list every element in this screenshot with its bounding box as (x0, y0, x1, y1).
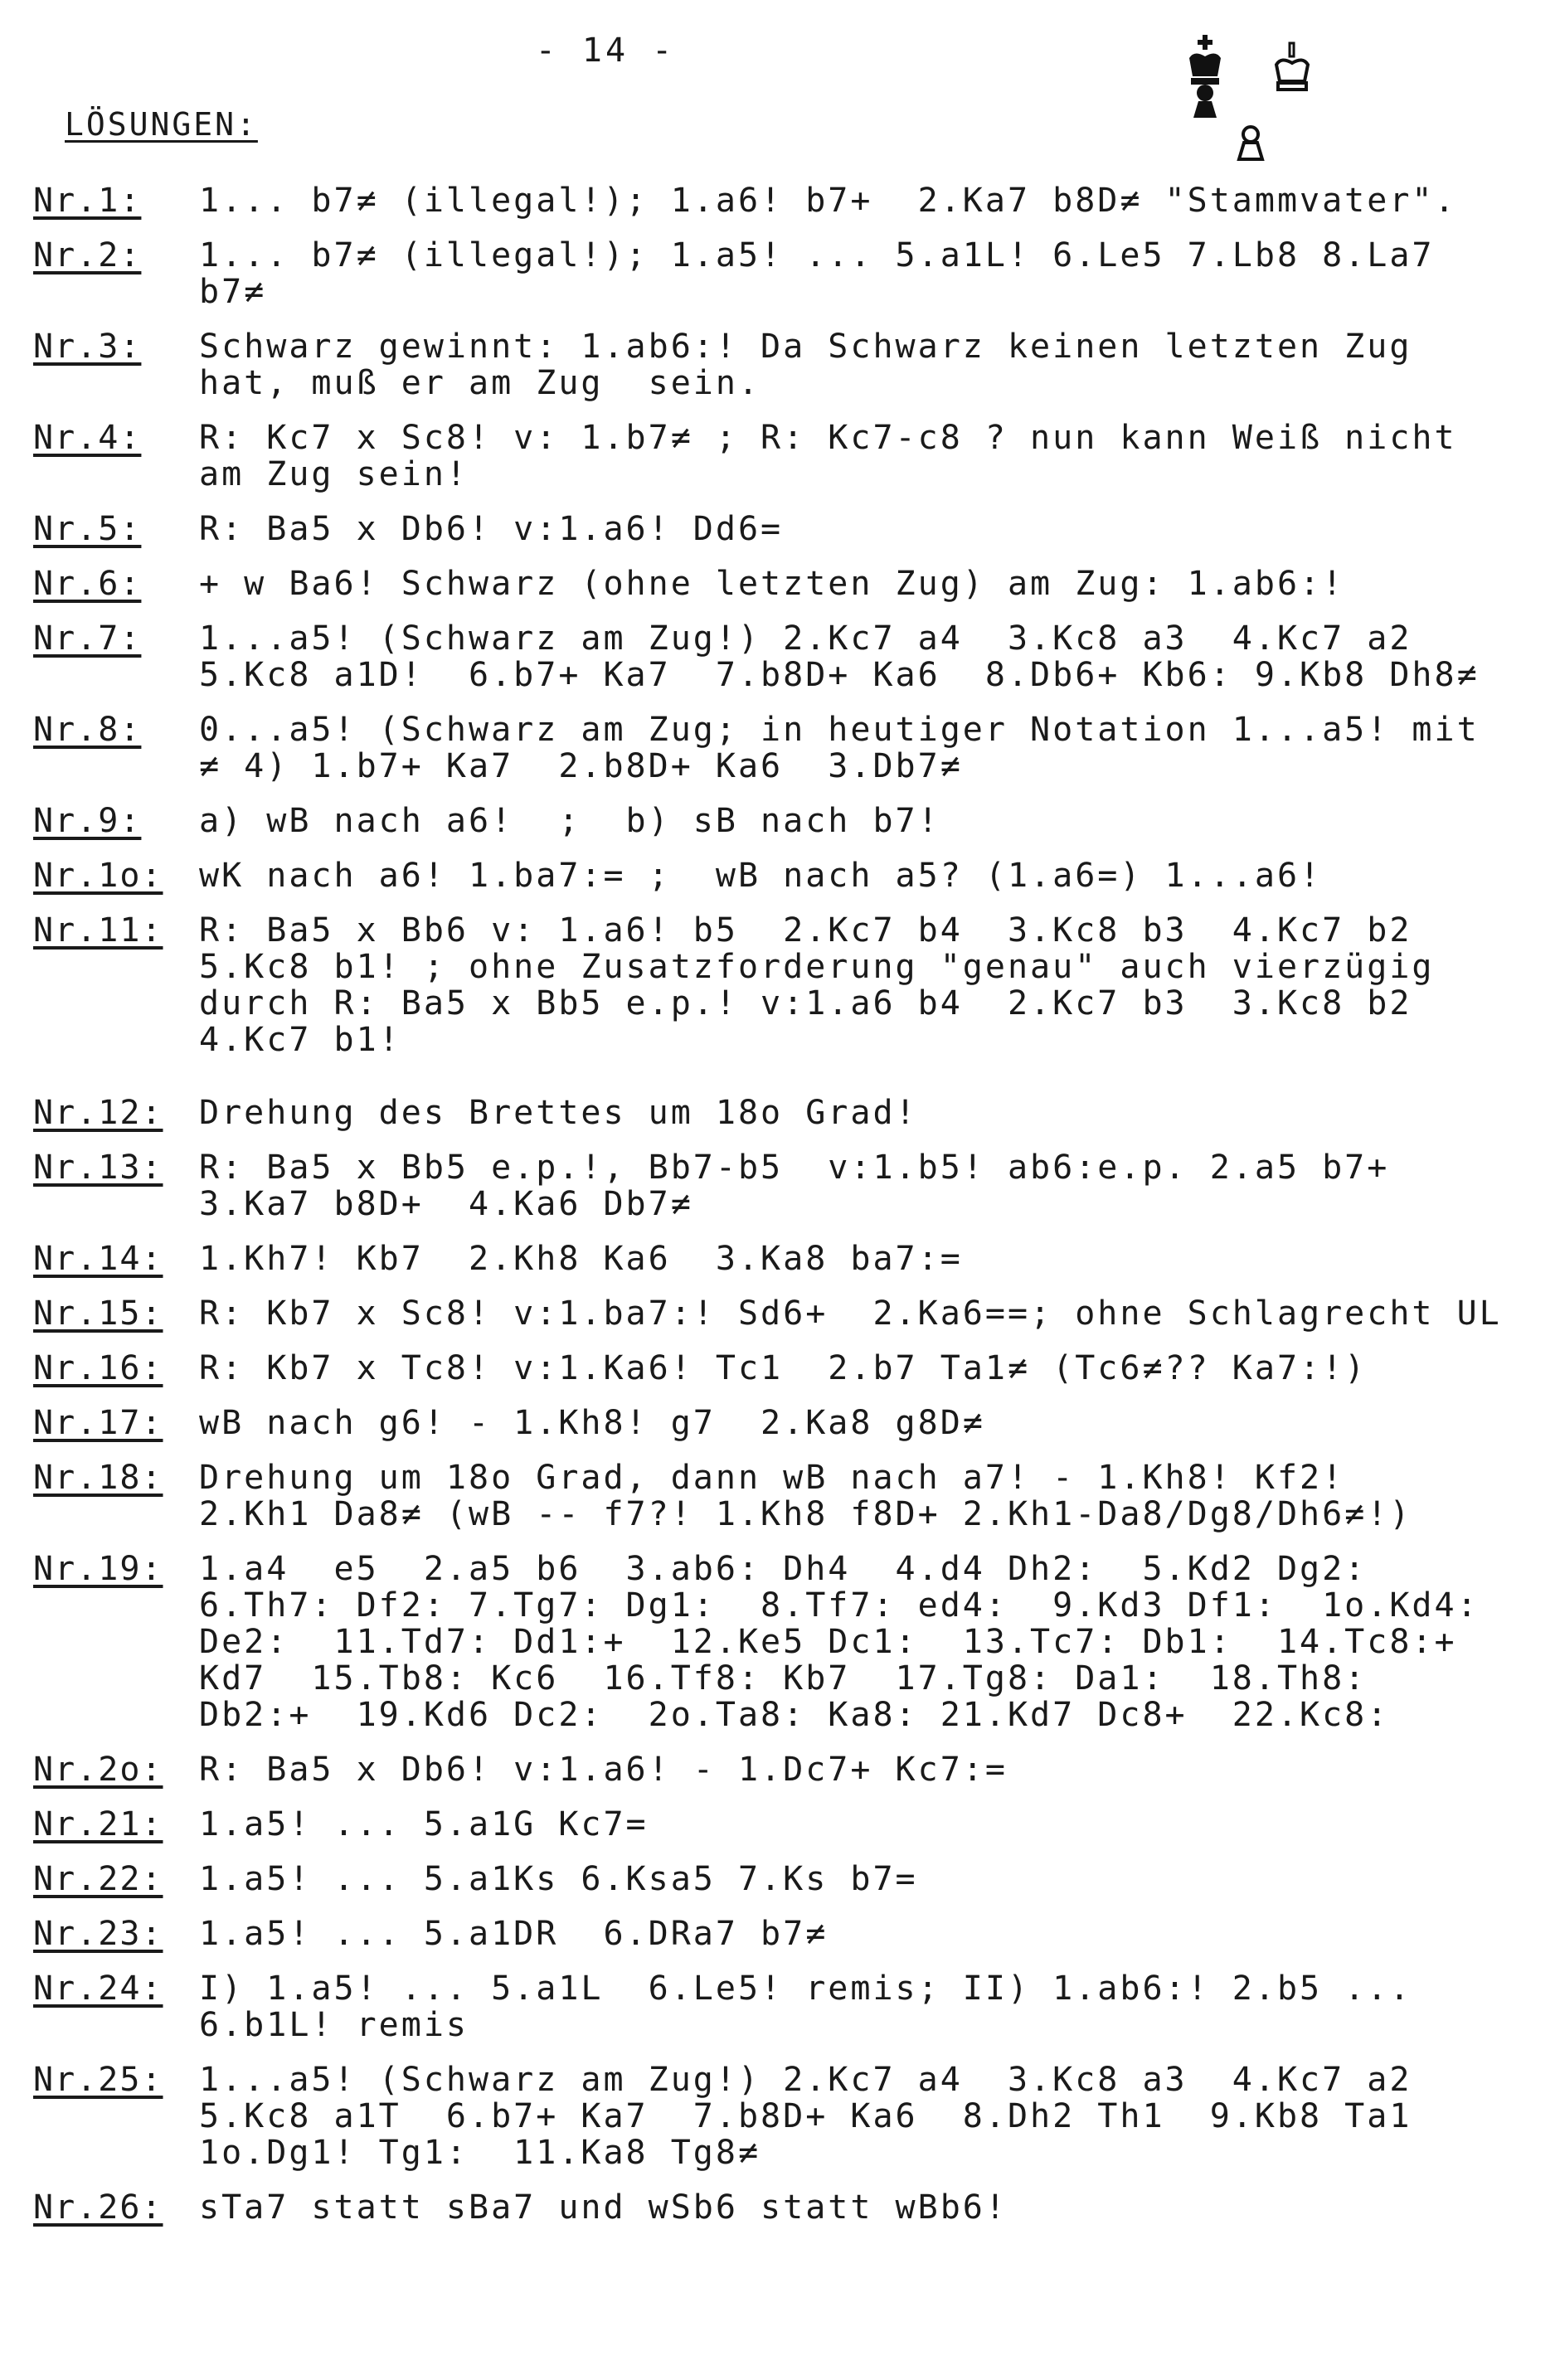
solution-number: Nr.1: (33, 182, 142, 220)
solution-text (199, 1350, 1551, 1387)
solution-line: 1.a5! ... 5.a1G Kc7= (199, 1805, 649, 1843)
solution-number: Nr.7: (33, 619, 142, 658)
solution-entry (33, 1149, 1551, 1222)
solution-line: Drehung um 18o Grad, dann wB nach a7! - 1.Kh8! Kf2! (199, 1459, 1345, 1497)
solution-number: Nr.8: (33, 711, 142, 749)
solution-entry (33, 1405, 1551, 1441)
solution-line: R: Kb7 x Tc8! v:1.Ka6! Tc1 2.b7 Ta1≠ (Tc6≠?? Ka7:!) (199, 1349, 1368, 1387)
solution-text (199, 1551, 1551, 1733)
solution-line: 5.Kc8 a1T 6.b7+ Ka7 7.b8D+ Ka6 8.Dh2 Th1 9.Kb8 Ta1 (199, 2097, 1412, 2135)
solution-number: Nr.25: (33, 2061, 163, 2099)
solution-number: Nr.15: (33, 1294, 163, 1333)
solution-number: Nr.19: (33, 1550, 163, 1588)
solution-text (199, 620, 1551, 693)
solution-line: a) wB nach a6! ; b) sB nach b7! (199, 802, 940, 840)
solution-number: Nr.14: (33, 1240, 163, 1278)
solution-text (199, 1405, 1551, 1441)
solution-entry (33, 1970, 1551, 2043)
solution-number: Nr.26: (33, 2188, 163, 2227)
solution-text (199, 857, 1551, 894)
solution-entry (33, 511, 1551, 547)
solution-line: 2.Kh1 Da8≠ (wB -- f7?! 1.Kh8 f8D+ 2.Kh1-Da8/Dg8/Dh6≠!) (199, 1495, 1412, 1533)
solution-text (199, 237, 1551, 310)
solution-text (199, 1970, 1551, 2043)
black-king-icon (1189, 35, 1221, 85)
solution-line: 1... b7≠ (illegal!); 1.a6! b7+ 2.Ka7 b8D≠ "Stammvater". (199, 182, 1457, 220)
solution-entry (33, 1295, 1551, 1332)
solution-text (199, 1460, 1551, 1532)
solution-text (199, 1095, 1551, 1131)
solution-entry (33, 420, 1551, 493)
solution-line: 6.Th7: Df2: 7.Tg7: Dg1: 8.Tf7: ed4: 9.Kd3 Df1: 1o.Kd4: (199, 1586, 1480, 1625)
solution-text (199, 1806, 1551, 1843)
solution-line: I) 1.a5! ... 5.a1L 6.Le5! remis; II) 1.ab6:! 2.b5 ... (199, 1970, 1412, 2008)
solution-line: De2: 11.Td7: Dd1:+ 12.Ke5 Dc1: 13.Tc7: Db1: 14.Tc8:+ (199, 1623, 1457, 1661)
solution-text (199, 1149, 1551, 1222)
solution-number: Nr.22: (33, 1860, 163, 1898)
solution-entry (33, 237, 1551, 310)
solution-number: Nr.9: (33, 802, 142, 840)
solution-line: R: Ba5 x Bb5 e.p.!, Bb7-b5 v:1.b5! ab6:e.p. 2.a5 b7+ (199, 1149, 1390, 1187)
solution-entry (33, 803, 1551, 839)
solution-line: ≠ 4) 1.b7+ Ka7 2.b8D+ Ka6 3.Db7≠ (199, 747, 963, 785)
chess-diagram-icons (1178, 33, 1327, 174)
solution-entry (33, 1751, 1551, 1788)
solution-text (199, 328, 1551, 401)
solution-text (199, 803, 1551, 839)
solution-number: Nr.2: (33, 236, 142, 274)
solution-line: 1o.Dg1! Tg1: 11.Ka8 Tg8≠ (199, 2134, 761, 2172)
solution-number: Nr.11: (33, 911, 163, 950)
solution-text (199, 182, 1551, 219)
solution-line: durch R: Ba5 x Bb5 e.p.! v:1.a6 b4 2.Kc7 b3 3.Kc8 b2 (199, 984, 1412, 1022)
solution-number: Nr.12: (33, 1094, 163, 1132)
solution-text (199, 511, 1551, 547)
solution-line: 6.b1L! remis (199, 2006, 469, 2044)
solution-entry (33, 1241, 1551, 1277)
solution-line: Db2:+ 19.Kd6 Dc2: 2o.Ta8: Ka8: 21.Kd7 Dc8+ 22.Kc8: (199, 1696, 1390, 1734)
solution-line: wB nach g6! - 1.Kh8! g7 2.Ka8 g8D≠ (199, 1404, 985, 1442)
solution-entry (33, 1551, 1551, 1733)
solution-line: 1...a5! (Schwarz am Zug!) 2.Kc7 a4 3.Kc8 a3 4.Kc7 a2 (199, 619, 1412, 658)
solution-line: hat, muß er am Zug sein. (199, 364, 761, 402)
solution-text (199, 1751, 1551, 1788)
white-king-icon (1276, 43, 1308, 90)
solution-line: 5.Kc8 a1D! 6.b7+ Ka7 7.b8D+ Ka6 8.Db6+ Kb6: 9.Kb8 Dh8≠ (199, 656, 1480, 694)
solution-text (199, 420, 1551, 493)
black-pawn-icon (1193, 85, 1217, 118)
solution-line: Schwarz gewinnt: 1.ab6:! Da Schwarz keinen letzten Zug (199, 328, 1412, 366)
solution-number: Nr.1o: (33, 857, 163, 895)
solution-text (199, 566, 1551, 602)
solution-line: Drehung des Brettes um 18o Grad! (199, 1094, 918, 1132)
solution-line: 3.Ka7 b8D+ 4.Ka6 Db7≠ (199, 1185, 693, 1223)
solution-line: 1...a5! (Schwarz am Zug!) 2.Kc7 a4 3.Kc8 a3 4.Kc7 a2 (199, 2061, 1412, 2099)
solution-line: am Zug sein! (199, 455, 469, 493)
solution-text (199, 1295, 1551, 1332)
solution-line: R: Ba5 x Db6! v:1.a6! - 1.Dc7+ Kc7:= (199, 1751, 1008, 1789)
solution-line: sTa7 statt sBa7 und wSb6 statt wBb6! (199, 2188, 1008, 2227)
solution-entry (33, 620, 1551, 693)
solution-line: 1.Kh7! Kb7 2.Kh8 Ka6 3.Ka8 ba7:= (199, 1240, 963, 1278)
solution-line: 0...a5! (Schwarz am Zug; in heutiger Notation 1...a5! mit (199, 711, 1480, 749)
solution-line: 5.Kc8 b1! ; ohne Zusatzforderung "genau" auch vierzügig (199, 948, 1435, 986)
solution-line: wK nach a6! 1.ba7:= ; wB nach a5? (1.a6=) 1...a6! (199, 857, 1323, 895)
solution-entry (33, 857, 1551, 894)
solution-line: 1... b7≠ (illegal!); 1.a5! ... 5.a1L! 6.Le5 7.Lb8 8.La7 (199, 236, 1435, 274)
solution-number: Nr.5: (33, 510, 142, 548)
solution-entry (33, 328, 1551, 401)
solution-entry (33, 712, 1551, 784)
solution-text (199, 2189, 1551, 2226)
solution-line: 1.a5! ... 5.a1Ks 6.Ksa5 7.Ks b7= (199, 1860, 918, 1898)
solution-entry (33, 1460, 1551, 1532)
solution-number: Nr.23: (33, 1915, 163, 1953)
page-number: - 14 - (535, 32, 676, 70)
solution-entry (33, 1095, 1551, 1131)
solution-text (199, 1241, 1551, 1277)
solution-line: + w Ba6! Schwarz (ohne letzten Zug) am Zug: 1.ab6:! (199, 565, 1345, 603)
solution-number: Nr.18: (33, 1459, 163, 1497)
solutions-heading: LÖSUNGEN: (65, 106, 258, 143)
solution-number: Nr.16: (33, 1349, 163, 1387)
solution-number: Nr.3: (33, 328, 142, 366)
solution-number: Nr.6: (33, 565, 142, 603)
solution-entry (33, 2062, 1551, 2171)
solution-number: Nr.24: (33, 1970, 163, 2008)
solution-text (199, 1916, 1551, 1952)
solution-line: 1.a5! ... 5.a1DR 6.DRa7 b7≠ (199, 1915, 829, 1953)
solution-line: 4.Kc7 b1! (199, 1021, 401, 1059)
solution-number: Nr.13: (33, 1149, 163, 1187)
solution-line: b7≠ (199, 273, 267, 311)
solution-text (199, 1861, 1551, 1897)
solution-number: Nr.2o: (33, 1751, 163, 1789)
solution-line: Kd7 15.Tb8: Kc6 16.Tf8: Kb7 17.Tg8: Da1: 18.Th8: (199, 1659, 1368, 1698)
solution-entry (33, 2189, 1551, 2226)
solution-number: Nr.17: (33, 1404, 163, 1442)
solution-number: Nr.4: (33, 419, 142, 457)
solution-text (199, 712, 1551, 784)
solution-entry (33, 1350, 1551, 1387)
solution-entry (33, 182, 1551, 219)
solution-text (199, 2062, 1551, 2171)
solution-number: Nr.21: (33, 1805, 163, 1843)
solution-text (199, 912, 1551, 1058)
solution-entry (33, 912, 1551, 1058)
solution-entry (33, 1806, 1551, 1843)
solution-entry (33, 1916, 1551, 1952)
solution-line: R: Kc7 x Sc8! v: 1.b7≠ ; R: Kc7-c8 ? nun kann Weiß nicht (199, 419, 1457, 457)
solutions-list (33, 182, 1551, 2244)
white-pawn-icon (1239, 127, 1262, 159)
solution-line: R: Ba5 x Db6! v:1.a6! Dd6= (199, 510, 784, 548)
solution-entry (33, 1861, 1551, 1897)
solution-line: 1.a4 e5 2.a5 b6 3.ab6: Dh4 4.d4 Dh2: 5.Kd2 Dg2: (199, 1550, 1368, 1588)
solution-entry (33, 566, 1551, 602)
solution-line: R: Ba5 x Bb6 v: 1.a6! b5 2.Kc7 b4 3.Kc8 b3 4.Kc7 b2 (199, 911, 1412, 950)
solution-line: R: Kb7 x Sc8! v:1.ba7:! Sd6+ 2.Ka6==; ohne Schlagrecht UL (199, 1294, 1502, 1333)
